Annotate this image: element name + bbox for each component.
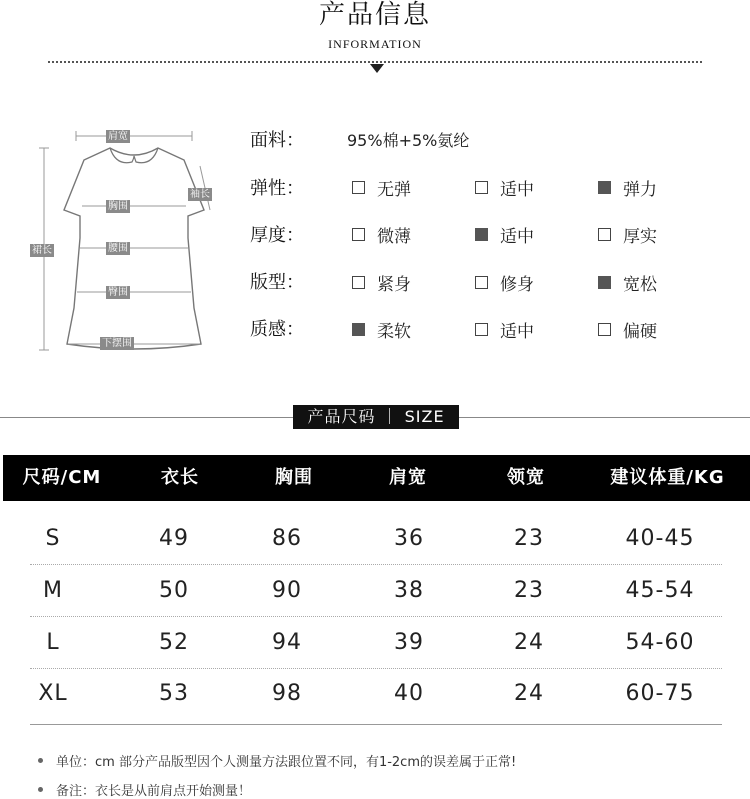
table-bottom-border [30, 724, 722, 725]
checkbox-checked-icon [352, 323, 365, 336]
checkbox-icon [475, 181, 488, 194]
cell-weight: 40-45 [625, 526, 695, 551]
checkbox-checked-icon [475, 228, 488, 241]
bullet-icon [38, 758, 43, 763]
option-item [475, 317, 534, 342]
option-item [475, 175, 534, 200]
option-item [475, 222, 534, 247]
cell-chest: 86 [272, 526, 302, 551]
option-label: 适中 [500, 322, 534, 342]
option-label: 柔软 [377, 322, 411, 342]
option-label: 偏硬 [623, 322, 657, 342]
option-label: 宽松 [623, 275, 657, 295]
checkbox-icon [352, 181, 365, 194]
header-shoulder: 肩宽 [389, 467, 427, 488]
row-divider [30, 564, 722, 565]
waist-label: 腰围 [108, 243, 128, 254]
down-triangle-icon [370, 64, 384, 73]
checkbox-icon [352, 228, 365, 241]
checkbox-icon [598, 323, 611, 336]
option-label: 无弹 [377, 180, 411, 200]
attribute-label: 弹性： [250, 178, 304, 199]
cell-size: S [45, 526, 61, 551]
fabric-value: 95%棉+5%氨纶 [347, 131, 470, 150]
option-item [352, 270, 411, 295]
cell-chest: 94 [272, 630, 302, 655]
cell-length: 50 [159, 578, 189, 603]
banner-line-right [459, 417, 750, 418]
checkbox-checked-icon [598, 276, 611, 289]
cell-size: M [43, 578, 63, 603]
row-divider [30, 616, 722, 617]
cell-chest: 90 [272, 578, 302, 603]
option-item [598, 175, 657, 200]
attribute-label: 质感： [250, 319, 304, 340]
checkbox-checked-icon [598, 181, 611, 194]
header-size: 尺码/CM [22, 467, 102, 488]
checkbox-icon [352, 276, 365, 289]
cell-shoulder: 38 [394, 578, 424, 603]
option-item [598, 222, 657, 247]
note-text: 备注：衣长是从前肩点开始测量！ [56, 784, 252, 799]
option-label: 微薄 [377, 227, 411, 247]
cell-chest: 98 [272, 681, 302, 706]
dotted-divider [48, 61, 702, 63]
cell-size: L [46, 630, 60, 655]
cell-length: 52 [159, 630, 189, 655]
bullet-icon [38, 787, 43, 792]
banner-line-left [0, 417, 293, 418]
cell-collar: 24 [514, 681, 544, 706]
option-item [352, 222, 411, 247]
cell-length: 53 [159, 681, 189, 706]
page-subtitle: INFORMATION [328, 37, 422, 51]
size-table-header [3, 455, 750, 501]
checkbox-icon [598, 228, 611, 241]
note-unit [38, 751, 516, 770]
cell-size: XL [38, 681, 68, 706]
cell-collar: 23 [514, 526, 544, 551]
attribute-label: 厚度： [250, 225, 304, 246]
hip-label: 臀围 [108, 287, 128, 298]
cell-collar: 23 [514, 578, 544, 603]
note-text: 单位：cm 部分产品版型因个人测量方法跟位置不同，有1-2cm的误差属于正常! [56, 755, 517, 770]
sleeve-label: 袖长 [190, 189, 210, 200]
size-banner: 产品尺码 ｜ SIZE [293, 405, 459, 429]
option-label: 适中 [500, 180, 534, 200]
garment-diagram [24, 118, 244, 363]
option-label: 弹力 [623, 180, 657, 200]
cell-weight: 60-75 [625, 681, 695, 706]
cell-shoulder: 40 [394, 681, 424, 706]
option-item [352, 317, 411, 342]
page-title: 产品信息 [318, 0, 431, 30]
shoulder-label: 肩宽 [108, 131, 128, 142]
cell-shoulder: 36 [394, 526, 424, 551]
option-label: 适中 [500, 227, 534, 247]
length-label: 裙长 [32, 245, 52, 256]
cell-weight: 54-60 [625, 630, 695, 655]
row-divider [30, 668, 722, 669]
cell-collar: 24 [514, 630, 544, 655]
checkbox-icon [475, 323, 488, 336]
header-length: 衣长 [161, 467, 199, 488]
option-item [352, 175, 411, 200]
cell-length: 49 [159, 526, 189, 551]
dress-outline-icon [24, 118, 244, 363]
option-item [598, 270, 657, 295]
option-label: 修身 [500, 275, 534, 295]
option-label: 紧身 [377, 275, 411, 295]
header-collar: 领宽 [507, 467, 545, 488]
option-label: 厚实 [623, 227, 657, 247]
note-remark [38, 780, 251, 799]
attribute-label: 版型： [250, 272, 304, 293]
header-chest: 胸围 [275, 467, 313, 488]
option-item [475, 270, 534, 295]
hem-label: 下摆围 [102, 338, 132, 349]
cell-weight: 45-54 [625, 578, 695, 603]
option-item [598, 317, 657, 342]
fabric-label: 面料： [250, 130, 304, 151]
chest-label: 胸围 [108, 201, 128, 212]
header-weight: 建议体重/KG [610, 467, 725, 488]
checkbox-icon [475, 276, 488, 289]
cell-shoulder: 39 [394, 630, 424, 655]
